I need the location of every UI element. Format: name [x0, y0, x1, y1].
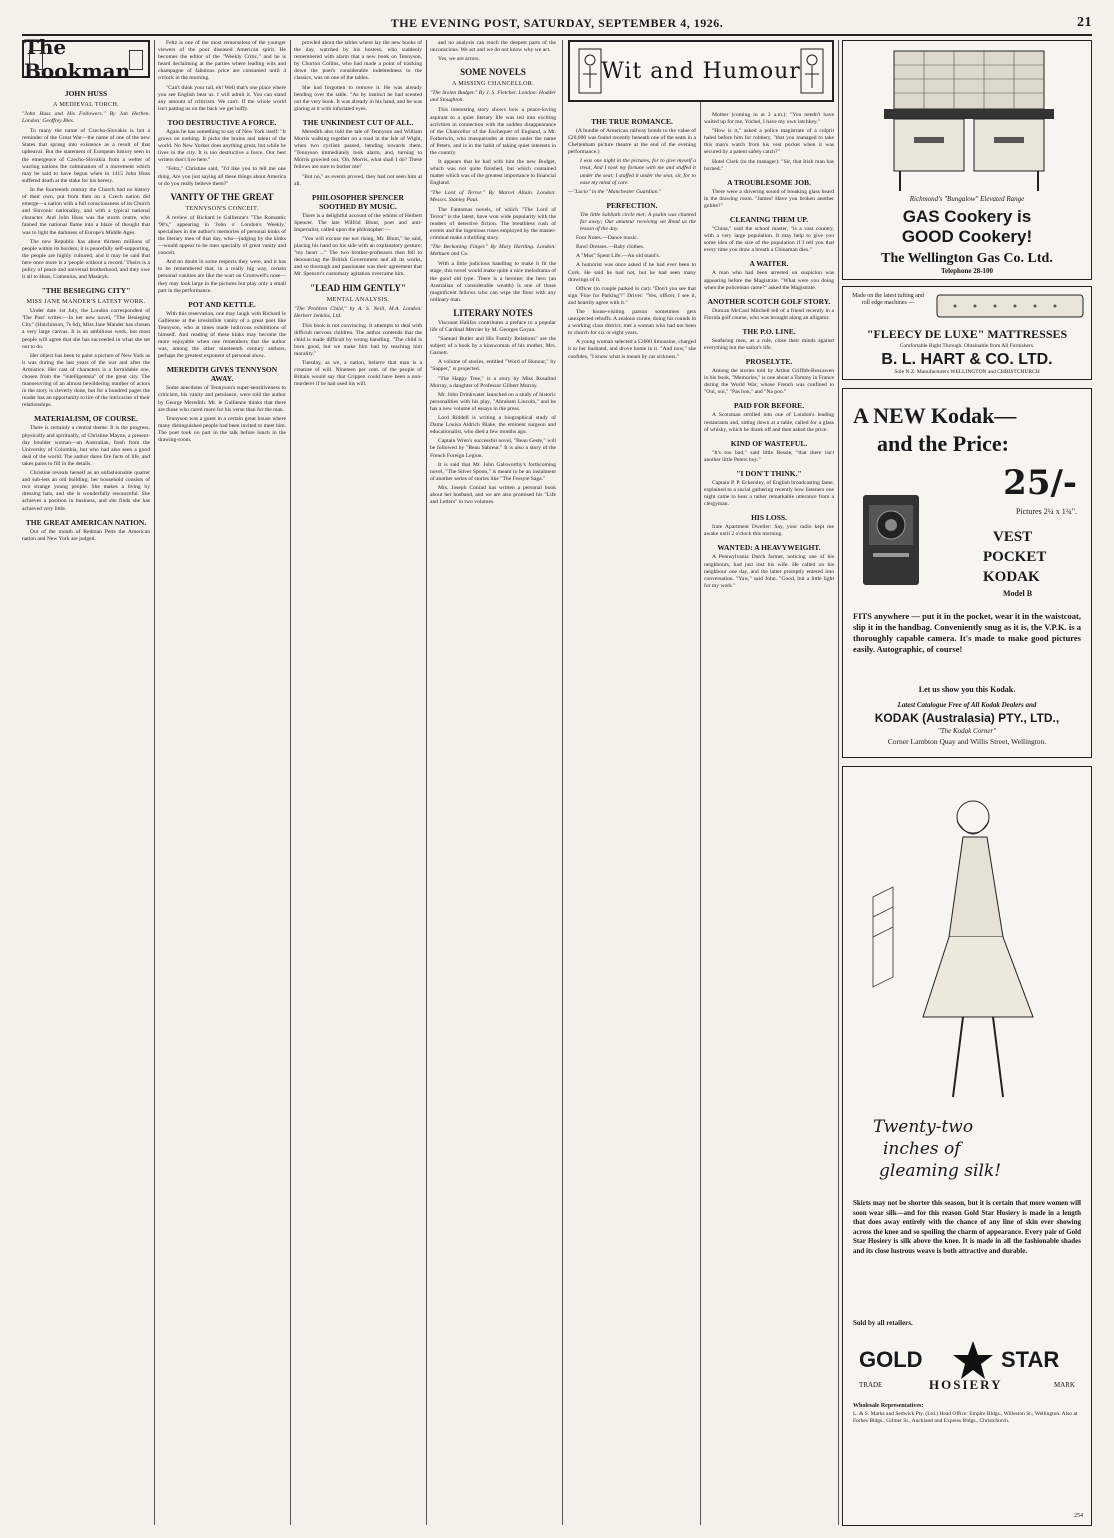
masthead-title: THE EVENING POST, SATURDAY, SEPTEMBER 4, 1926.: [390, 16, 724, 30]
article-subtitle: A MEDIEVAL TORCH.: [53, 101, 119, 108]
paragraph: "But no," as events proved, they had not seen him at all.: [294, 173, 422, 187]
article-title: WANTED: A HEAVYWEIGHT.: [717, 543, 821, 553]
wit-column-1: [568, 112, 696, 1525]
article-title: PERFECTION.: [606, 200, 658, 210]
article-credit: "The Beckoning Finger." By Mary Hartling. London: Methuen and Co.: [430, 244, 556, 258]
kodak-product: POCKET: [983, 549, 1047, 565]
paragraph: "Can't think your tail, eh! Well that's one place where you see English beat us. I will admit it. You can stand any amount of criticism. We can't. If the whole world isn't patting us on the back we get huffy.: [158, 84, 286, 112]
paragraph: Out of the mouth of Redman Petts the American nation and New York are judged.: [22, 528, 150, 542]
gas-headline: GOOD Cookery!: [901, 227, 1033, 246]
paragraph: Seafaring men, as a rule, close their minds against everything but the sailor's life.: [704, 337, 834, 351]
paragraph: It is said that Mr. John Galsworthy's forthcoming novel, "The Silver Spoon," is meant to be an instalment of another series of stories like "The Forsyte Saga.": [430, 461, 556, 482]
paragraph: She had forgotten to remove it. He was already bending over the table. "As by instinct he had scented out the very book. It was already in his hand, and he was glaring at it with infuriated eyes.: [294, 84, 422, 112]
paragraph: "You will excuse me not rising, Mr. Blunt," he said, placing his hand on his side with an explanatory gesture; "my heart ..." The two brother-professors then fell to denouncing the British Government and all its works, and so thorough and passionate was their agreement that Mr. Spencer's customary agitation overcame him.: [294, 235, 422, 278]
paragraph: Again he has something to say of New York itself: "It grows on nothing. It picks the brains and talent of the world. No New Yorker does anything great, but while he lives in the city. It is too destructive a force. Our best writers don't live here.": [158, 128, 286, 164]
article-credit: "John Huss and His Followers." By Jan Herben. London: Geoffrey Bles.: [22, 111, 150, 125]
kodak-catalogue: Latest Catalogue Free of All Kodak Dealers and: [897, 701, 1037, 709]
ornament-icon: [129, 50, 143, 70]
gold-trade: TRADE: [859, 1381, 883, 1389]
kodak-address: Corner Lambton Quay and Willis Street, Wellington.: [887, 737, 1047, 746]
article-title: "LEAD HIM GENTLY": [310, 282, 406, 293]
column-rule: [562, 40, 563, 1525]
paragraph: It appears that he had with him the new Budget, which was not quite finished, but which contained matter which was of the greatest importance to financial England.: [430, 159, 556, 187]
paragraph: Her object has been to paint a picture of New York as it was during the last years of the war and after the Armistice. Her cast of characters is a formidable one, chosen from the "intelligentsia" of the great city. The manoeuvring of an almost bewildering number of actors in the story is cleverly done, but for a hundred pages the reader has an opportunity to tire of the intricacies of their relationships.: [22, 352, 150, 409]
article-title: PHILOSOPHER SPENCER SOOTHED BY MUSIC.: [312, 192, 404, 211]
paragraph: Lord Riddell is writing a biographical study of Dame Louisa Aldrich Blake, the eminent surgeon and educationalist, who died a few months ago.: [430, 415, 556, 436]
paragraph: A Pennsylvania Dutch farmer, noticing one of his neighbours, had just lost his wife. He called on his neighbour one day, and the latter promptly entered into conversation. "Yaw," said John. "Good, but a little light for my work.": [704, 554, 834, 589]
gold-mark: MARK: [1053, 1381, 1075, 1389]
article-title: MATERIALISM, OF COURSE.: [34, 414, 138, 424]
fleecy-advertisement: [842, 286, 1092, 380]
verse: The little Sabbath circle met; A psalm was chanted far away; Our amateur receiving set Read us the lesson of the day.: [580, 211, 696, 233]
gas-telephone: Telephone 28-100: [940, 267, 994, 275]
kodak-corner: "The Kodak Corner": [937, 727, 997, 735]
wit-humour-title: Wit and Humour: [601, 58, 801, 84]
kodak-picture-size: Pictures 2¼ x 1¾".: [1015, 507, 1077, 516]
ornament-icon: [578, 48, 602, 94]
paragraph: Tennyson was a guest in a certain great house where many distinguished people had been invited to meet him. The poet took no part in the talk before lunch in the drawing-room.: [158, 415, 286, 444]
paragraph: A man who had been arrested on suspicion was appearing before the Magistrate. "What were you doing when the policeman came?" asked the Magistrate.: [704, 270, 834, 291]
fleecy-tagline: Made on the latest tufting and roll edge machines —: [852, 293, 924, 306]
paragraph: There is certainly a central theme. It is the progress, physically and spiritually, of Christine Mayne, a present-day boulder woman—an Australian, fresh from the University of Columbia, but who had also seen a good deal of the world. The author dares fire facts of life, and takes pains to fill in the details.: [22, 425, 150, 467]
paragraph: This interesting story shows how a peace-loving aspirant to a quiet literary life was led into exciting activities in connection with the sudden disappearance of the Chancellor of the Exchequer of England, a Mr. Fotherwin, who masquerades at times under the name of Peters, and is in the habit of taking quiet interests in the country.: [430, 107, 556, 157]
paragraph: Foot Notes.—Dance music.: [576, 235, 639, 242]
mattress-icon: [935, 291, 1085, 321]
kodak-price: 25/-: [1003, 463, 1077, 503]
article-title: MEREDITH GIVES TENNYSON AWAY.: [166, 365, 278, 384]
column-rule: [154, 40, 155, 1525]
gold-brand: STAR: [1001, 1347, 1060, 1372]
article-title: JOHN HUSS: [64, 89, 108, 98]
kodak-company: KODAK (Australasia) PTY., LTD.,: [874, 711, 1060, 725]
paragraph: Duncan McCaul Mitchell tell of a friend recently in a Florida golf course, who was brought along an alligator.: [704, 307, 834, 321]
gas-caption: Richmond's "Bungalow" Elevated Range: [909, 195, 1025, 203]
fleecy-slogan: Comfortable Right Through. Obtainable from All Furnishers.: [899, 343, 1035, 349]
paragraph: Hotel Clerk (to the manager): "Sir, that Irish man has burned.": [704, 158, 834, 172]
paragraph: Some anecdotes of Tennyson's super-sensitiveness to criticism, his vanity and petulance, were told the author by George Meredith. Mr. le Gallienne thinks that there are those who cared more for his verse than for the man.: [158, 385, 286, 413]
article-title: THE TRUE ROMANCE.: [591, 117, 673, 126]
paragraph: A review of Richard le Gallienne's "The Romantic '90's," appearing in 'John o' London's Weekly,' specialises in the author's memories of personal kinks of the literary men of that day, who—judging by the kinks—would appear to be men specially of great vanity and conceit.: [158, 214, 286, 257]
gas-headline: GAS Cookery is: [902, 207, 1032, 226]
paragraph: A humorist was once asked if he had ever been to Cork. He said he had not, but he had seen many drawings of it.: [568, 262, 696, 283]
paragraph: Feltz is one of the most remorseless of the younger viewers of the poor diseased American spirit. He becomes the editor of the "Weekly Critic," and he is heard declaiming at the parties where leading wits and champagne of fabulous price are consumed until 4 o'clock in the morning.: [158, 40, 286, 82]
paragraph: "China," said the school master, "is a vast country, with a very large population. It may help to give you some idea of the size of the population if I tell you that every time you draw a breath a Chinaman dies.": [704, 226, 834, 254]
paragraph: Tuesday, as we, a nation, believe that man is a creature of will. Nineteen per cent. of the people of Britain would say that Crippen could have been a non-murderer if he had used his will.: [294, 360, 422, 388]
paragraph: With this reservation, one may laugh with Richard le Gallienne at the irresistible vanity of a great poet like Tennyson, who at times made ludicrous exhibitions of himself. And reading of these kinks may become the more enjoyable when one remembers that the author was, among the other nineteenth century authors, perhaps the greatest exponent of personal show.: [158, 310, 286, 360]
ornament-icon: [800, 48, 824, 94]
column-3: [294, 40, 422, 1525]
article-credit: "The Stolen Budget." By J. S. Fletcher. London: Hodder and Stoughton.: [430, 90, 556, 104]
gold-brand: GOLD: [859, 1347, 923, 1372]
article-title: KIND OF WASTEFUL.: [730, 438, 808, 448]
paragraph: Christine reveals herself as an unfashionable quarter and sub-lets an old building; her household consists of two strange young people. She makes a living by dressing hats, and she is wonderfully resourceful. She achieves a position in business, and she finds she has achieved very little.: [22, 470, 150, 512]
gas-range-icon: [844, 45, 1090, 195]
paragraph: This book is not convincing. It attempts to deal with difficult nervous children. The author contends that the child is made difficult by wrong handling. "The child is born good, but we make him bad by teaching him morality.": [294, 322, 422, 358]
paragraph: Mrs. Joseph Conrad has written a personal book about her husband, and we are also promised his "Life and Letters" in two volumes.: [430, 484, 556, 506]
article-title: CLEANING THEM UP.: [729, 215, 809, 225]
paragraph: There is a delightful account of the whims of Herbert Spencer. The late Wilfrid Blunt, poet and anti-Imperialist, called upon the philosopher:—: [294, 212, 422, 233]
article-title: A TROUBLESOME JOB.: [727, 177, 811, 187]
paragraph: Captain Wren's successful novel, "Beau Geste," will be followed by "Beau Sabreur." It is also a story of the French Foreign Legion.: [430, 438, 556, 459]
fashion-illustration-icon: [853, 777, 1083, 1107]
verse: I was one night in the pictures, for to give myself a treat, And I took my fortune with me and stuffed it under the seat; I stuffed it under the seat, sir, for to ease my mind of care.: [580, 158, 696, 186]
gold-script: Twenty-two: [873, 1117, 974, 1137]
kodak-cta: Let us show you this Kodak.: [918, 685, 1016, 694]
article-title: "THE BESIEGING CITY": [41, 286, 131, 296]
paragraph: A Scotsman strolled into one of London's leading restaurants and, sitting down at a table, called for a glass of whisky, which he drank off and then asked the price.: [704, 412, 834, 433]
paragraph: (A bundle of American railway bonds to the value of £20,000 was found recently beneath one of the seats in a Cheltenham picture theatre at the end of the evening performance.): [568, 128, 696, 156]
paragraph: Viscount Halifax contributes a preface to a popular life of Cardinal Mercier by M. Georges Goyau.: [430, 319, 556, 333]
wit-humour-header: [568, 40, 834, 102]
paragraph: With a little judicious handling to make it fit the stage, this novel would make quite a nice melodrama of the good old type. There is a heroine; the hero (an Australian of considerable wealth) is one of those magnificent fellows who can wipe the floor with any ordinary man.: [430, 261, 556, 303]
paragraph: "Samuel Butler and His Family Relations" are the subject of a book by a kinswoman of his mother, Mrs. Garnett.: [430, 336, 556, 357]
article-credit: "The Lord of Terror." By Marcel Allain. London: Messrs. Stanley Paul.: [430, 189, 556, 203]
paragraph: Mother (coming in at 2 a.m.): "You needn't have waited up for me, Yochel, I have my own latchkey.": [704, 112, 834, 126]
kodak-headline: and the Price:: [877, 431, 1009, 456]
article-title: THE GREAT AMERICAN NATION.: [25, 517, 147, 527]
paragraph: "How is it," asked a police magistrate of a culprit haled before him for robbery, "that you managed to take this man's watch from his vest pocket when it was secured by a patent safety catch?": [704, 128, 834, 156]
article-subtitle: MENTAL ANALYSIS.: [326, 295, 390, 303]
paragraph: Meredith also told the tale of Tennyson and William Morris walking together on a road in the Isle of Wight, when two cyclists passed, bending towards them. "Tennyson immediately took alarm, and, turning to Morris growled out, 'Oh, Morris, what shall I do? These fellows are sure to bother me!': [294, 128, 422, 171]
kodak-product: VEST: [993, 529, 1033, 545]
kodak-headline: A NEW Kodak—: [853, 403, 1017, 428]
article-title: THE P.O. LINE.: [742, 326, 796, 336]
gold-sold: Sold by all retailers.: [853, 1319, 913, 1327]
paragraph: Irate Apartment Dweller: Say, your radio kept me awake until 2 o'clock this morning.: [704, 524, 834, 538]
paragraph: The house-visiting parson sometimes gets unexpected rebuffs. A zealous curate, doing his rounds in a working class district, met a woman who had not been to church for six or eight years.: [568, 308, 696, 337]
ornament-icon: [29, 50, 43, 70]
article-title: HIS LOSS.: [751, 513, 787, 523]
paragraph: The new Republic has about thirteen millions of people within its borders; it is peacefully self-supporting, the people are highly cultured, and it may be said that here once more is a 'people without a record.' Theirs is a policy of peace and universal brotherhood, and they owe it all to Huss, Comenius, and Masaryk.: [22, 238, 150, 281]
article-title: A WAITER.: [749, 259, 789, 269]
article-title: LITERARY NOTES: [453, 307, 533, 318]
article-title: "I DON'T THINK.": [736, 468, 802, 478]
paragraph: Bawl Dresses.—Baby clothes.: [576, 244, 645, 251]
paragraph: prowled about the tables where lay the new books of the day, watched by his hostess, who suddenly remembered with alarm that a new book on Tennyson, by Churton Collins, who had made a point of tracking down the poet's considerable indebtedness to the classics, was on one of the tables.: [294, 40, 422, 82]
article-title: SOME NOVELS: [460, 67, 526, 78]
gold-hosiery: HOSIERY: [929, 1377, 1003, 1392]
article-title: PROSELYTE.: [745, 357, 793, 367]
paragraph: Under date 1st July, the London correspondent of 'The Post' writes:—In her new novel, "The Besieging City" (Hutchinson, 7s 6d), Miss Jane Mander has chosen a very large canvas. It is an ambitious work, but most people will agree that she has succeeded in what she set out to do.: [22, 308, 150, 350]
gas-advertisement: [842, 40, 1092, 280]
paragraph: And no doubt in some respects they were, and it has to be remembered that, in a really big way, certain personal vanities are like the wart on Cromwell's nose—they may look large in the pictures but play only a small part in the performance.: [158, 259, 286, 294]
gold-script: inches of: [883, 1139, 961, 1159]
paragraph: and no analysis can reach the deepest parts of the unconscious. We act and we do not know why we act.: [430, 40, 556, 54]
fleecy-footer: Sole N.Z. Manufacturers WELLINGTON and CHRISTCHURCH: [894, 369, 1040, 375]
fleecy-brand: "FLEECY DE LUXE" MATTRESSES: [866, 327, 1068, 341]
gold-script: gleaming silk!: [879, 1161, 1002, 1181]
gold-reps: L. & S. Marks and Sedwick Pty. (Ltd.) Head Office: Empire Bldgs., Willeston St., Wellington. Also at Forbes Bldgs., Gilmer St., Auckland and Express Bldgs., Christchurch.: [853, 1411, 1078, 1424]
page-number: 21: [1077, 15, 1092, 30]
article-title: ANOTHER SCOTCH GOLF STORY.: [707, 296, 831, 306]
paragraph: Among the stories told by Arthur Griffith-Boscawen in his book, "Memories," is one about a Tommy in France during the World War, whose French was confined to "Oui, oui," "Pas bon," and "Na poo.": [704, 368, 834, 396]
paragraph: In the fourteenth century the Church had no history of their own, put from then on a Czech nation did emerge—a nation with a full consciousness of its Church and Slavonic nationality, and with a typical national character. And John Huss was the storm centre, who fanned the national flame into a blaze of thought that was to light the darkness of Europe's Middle Ages.: [22, 186, 150, 236]
article-title: PAID FOR BEFORE.: [733, 401, 805, 411]
article-subtitle: TENNYSON'S CONCEIT.: [185, 204, 259, 212]
paragraph: A "Mus" Spent Life.—An old maid's.: [576, 253, 661, 260]
gold-star-advertisement: [842, 766, 1092, 1526]
bookman-header: [22, 35, 150, 83]
paragraph: "The Happy Tree," is a story by Miss Rosalind Murray, a daughter of Professor Gilbert Murray.: [430, 375, 556, 389]
kodak-product: KODAK: [983, 569, 1040, 585]
article-title: THE UNKINDEST CUT OF ALL.: [302, 117, 414, 127]
fleecy-company: B. L. HART & CO. LTD.: [881, 351, 1053, 368]
article-title: VANITY OF THE GREAT: [170, 191, 274, 202]
column-rule: [700, 40, 701, 1525]
article-subtitle: A MISSING CHANCELLOR.: [451, 80, 535, 88]
kodak-advertisement: [842, 388, 1092, 758]
paragraph: Mr. John Drinkwater launched on a study of historic personalities with his play, "Abraham Lincoln," and he has a new volume of essays in the press.: [430, 391, 556, 412]
paragraph: To many the name of Czecho-Slovakia is but a reminder of the Great War—the name of one of the new States that sprang into existence as a result of that upheaval. But the statement of European history seen in the emergence of Czecho-Slovakia from a welter of warring nations the culmination of a movement which may be said to have begun when in 1415 John Huss suffered death at the stake for his heresy.: [22, 128, 150, 184]
article-title: POT AND KETTLE.: [188, 299, 256, 309]
kodak-model: Model B: [1003, 589, 1033, 598]
camera-icon: [853, 475, 933, 605]
paragraph: Captain P. P. Eckersley, of English broadcasting fame, explained to a social gathering recently how listeners one night came to hear a rather remarkable utterance from a clergyman.: [704, 479, 834, 508]
article-credit: "The Problem Child," by A. S. Neill, M.A. London: Herbert Jenkins, Ltd.: [294, 305, 422, 319]
gold-body: Skirts may not be shorter this season, but it is certain that more women will soon wear silk—and for this reason Gold Star Hosiery is made in a length that does away entirely with the chance of any line of skin ever showing across the knee and so spoiling the charm of appearance. Every pair of Gold Star Hosiery is silk above the knee. It is made in all the fashionable shades and its close lustrous weave is both attractive and durable.: [853, 1199, 1081, 1255]
gold-reps-title: Wholesale Representatives:: [853, 1403, 924, 1409]
paragraph: There were a shivering sound of breaking glass heard in the drawing room. "James! Have you broken another goblet?": [704, 188, 834, 209]
wit-column-2: [704, 112, 834, 1525]
kodak-body: FITS anywhere — put it in the pocket, wear it in the waistcoat, slip it in the handbag. Conveniently snug as it is, the V.P.K. is a thoroughly capable camera. It's made to make good pictures easily. Autographic, of course!: [853, 611, 1081, 654]
paragraph: "It's too bad," said little Bessie, "that there isn't another little Peters boy.": [704, 449, 834, 463]
paragraph: Officer (to couple parked in car): "Don't you see that sign 'Fine for Parking'?" Driver: "Yes, officer, I see it, and heartily agree with it.": [568, 285, 696, 306]
bookman-column: [22, 84, 150, 1524]
column-rule: [838, 40, 839, 1525]
column-rule: [290, 40, 291, 1525]
article-credit: —"Lucio" in the "Manchester Guardian.": [568, 188, 662, 195]
column-rule: [426, 40, 427, 1525]
article-subtitle: MISS JANE MANDER'S LATEST WORK.: [26, 298, 146, 306]
paragraph: "Feltz," Christine said, "I'd like you to tell me one thing. Are you just saying all these things about America or do you really believe them?": [158, 166, 286, 187]
gold-code: 254: [1074, 1513, 1083, 1519]
column-2: [158, 40, 286, 1525]
masthead: [22, 14, 1092, 36]
column-4: [430, 40, 556, 1525]
article-title: TOO DESTRUCTIVE A FORCE.: [167, 117, 277, 127]
paragraph: Yes, we are actors.: [438, 56, 480, 63]
gas-company: The Wellington Gas Co. Ltd.: [881, 251, 1053, 266]
paragraph: The Fantomas novels, of which "The Lord of Terror" is the latest, have won wide popularity with the readers of detective fiction. The breathless rush of events and the ingenious ruses employed by the master-criminal make a thrilling story.: [430, 206, 556, 242]
paragraph: A volume of stories, entitled "Word of Honour," by "Sapper," is projected.: [430, 359, 556, 373]
bookman-title: The Bookman: [24, 35, 131, 83]
paragraph: A young woman selected a £2000 limousine, charged it to her husband, and drove home in it. "And now," she confides, "I know what is meant by car sickness.": [568, 339, 696, 360]
